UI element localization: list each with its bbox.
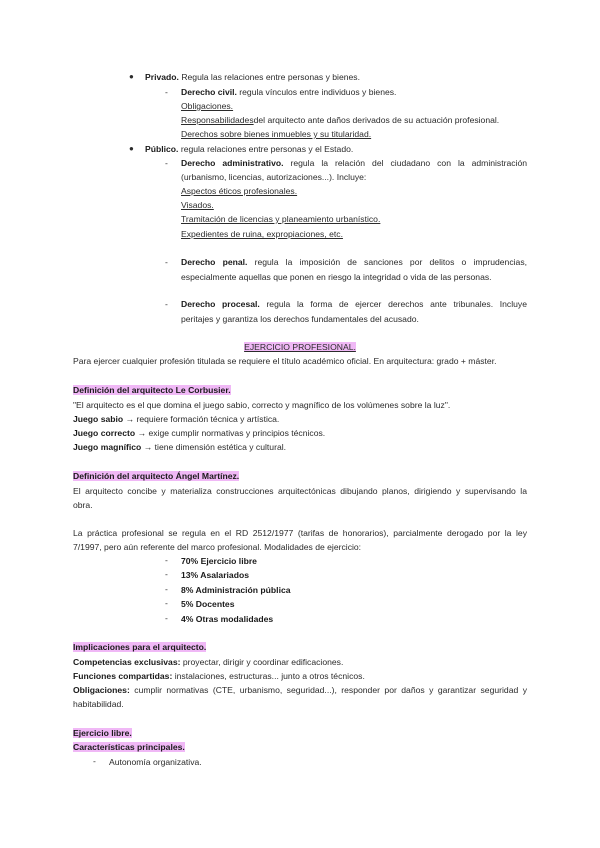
practica-text-2: 7/1997, pero aún referente del marco profesional. Modalidades de ejercicio: [73, 542, 362, 552]
implicaciones-heading-row [73, 641, 206, 653]
publico-line [145, 143, 353, 155]
administrativo-title: Derecho administrativo. [181, 158, 284, 168]
civil-item: Obligaciones. [181, 101, 234, 111]
administrativo-item: Aspectos éticos profesionales. [181, 186, 298, 196]
corbusier-item [73, 441, 286, 453]
procesal-title: Derecho procesal. [181, 299, 260, 309]
corbusier-item-text: → exige cumplir normativas y principios técnicos. [137, 428, 326, 438]
penal-line [181, 256, 527, 268]
corbusier-item-text: → tiene dimensión estética y cultural. [143, 442, 287, 452]
libre-item: Autonomía organizativa. [109, 757, 202, 767]
competencias-line [73, 656, 343, 668]
civil-line [181, 86, 396, 98]
corbusier-item-text: → requiere formación técnica y artística. [125, 414, 280, 424]
penal-title: Derecho penal. [181, 257, 248, 267]
corbusier-heading-row [73, 384, 231, 396]
publico-text: regula relaciones entre personas y el Estado. [180, 144, 354, 154]
privado-title: Privado. [145, 72, 179, 82]
dash-marker: - [93, 756, 96, 766]
administrativo-text-2: (urbanismo, licencias, autorizaciones...). Incluye: [181, 172, 367, 182]
martinez-text-2: obra. [73, 500, 93, 510]
penal-text-2: especialmente aquellas que ponen en riesgo la integridad o vida de las personas. [181, 272, 492, 282]
martinez-text-1: El arquitecto concibe y materializa construcciones arquitectónicas dibujando planos, dirigiendo y supervisando la [73, 486, 527, 496]
libre-subheading: Características principales. [73, 742, 185, 752]
dash-marker: - [165, 613, 168, 623]
competencias-label: Competencias exclusivas: [73, 657, 181, 667]
dash-marker: - [165, 158, 168, 168]
obligaciones-line [73, 684, 527, 696]
section-heading-row [0, 341, 600, 353]
administrativo-item: Expedientes de ruina, expropiaciones, etc. [181, 229, 343, 239]
section-heading: EJERCICIO PROFESIONAL. [244, 342, 356, 352]
libre-heading-row [73, 727, 132, 739]
privado-text: Regula las relaciones entre personas y bienes. [181, 72, 360, 82]
civil-title: Derecho civil. [181, 87, 237, 97]
civil-item [181, 114, 499, 126]
civil-item-rest: del arquitecto ante daños derivados de su actuación profesional. [253, 115, 500, 125]
privado-line [145, 71, 360, 83]
procesal-text-2: peritajes y garantiza los derechos fundamentales del acusado. [181, 314, 419, 324]
civil-item-underlined: Responsabilidades [181, 115, 254, 125]
dash-marker: - [165, 299, 168, 309]
dash-marker: - [165, 555, 168, 565]
dash-marker: - [165, 257, 168, 267]
dash-marker: - [165, 87, 168, 97]
martinez-heading-row [73, 470, 239, 482]
obligaciones-text-2: habitabilidad. [73, 699, 124, 709]
ejercicio-intro: Para ejercer cualquier profesión titulada se requiere el título académico oficial. En arquitectura: grado + máster. [73, 356, 497, 366]
corbusier-item [73, 427, 325, 439]
implicaciones-heading: Implicaciones para el arquitecto. [73, 642, 207, 652]
bullet-icon: ● [129, 72, 134, 81]
procesal-text: regula la forma de ejercer derechos ante tribunales. Incluye [266, 299, 527, 309]
modalidad-item: 70% Ejercicio libre [181, 556, 257, 566]
civil-text: regula vínculos entre individuos y bienes. [239, 87, 397, 97]
funciones-line [73, 670, 365, 682]
administrativo-item: Visados. [181, 200, 214, 210]
corbusier-item-label: Juego magnífico [73, 442, 142, 452]
dash-marker: - [165, 598, 168, 608]
corbusier-item [73, 413, 279, 425]
dash-marker: - [165, 569, 168, 579]
competencias-text: proyectar, dirigir y coordinar edificaciones. [182, 657, 344, 667]
obligaciones-text: cumplir normativas (CTE, urbanismo, seguridad...), responder por daños y garantizar seguridad y [134, 685, 527, 695]
administrativo-item: Tramitación de licencias y planeamiento urbanístico. [181, 214, 381, 224]
practica-text-1: La práctica profesional se regula en el RD 2512/1977 (tarifas de honorarios), parcialmente derogado por la ley [73, 528, 527, 538]
libre-heading: Ejercicio libre. [73, 728, 132, 738]
publico-title: Público. [145, 144, 179, 154]
penal-text: regula la imposición de sanciones por delitos o imprudencias, [254, 257, 528, 267]
corbusier-heading: Definición del arquitecto Le Corbusier. [73, 385, 231, 395]
procesal-line [181, 298, 527, 310]
administrativo-text: regula la relación del ciudadano con la administración [290, 158, 528, 168]
libre-subheading-row [73, 741, 185, 753]
funciones-text: instalaciones, estructuras... junto a otros técnicos. [174, 671, 365, 681]
modalidad-item: 4% Otras modalidades [181, 614, 274, 624]
modalidad-item: 8% Administración pública [181, 585, 291, 595]
modalidad-item: 5% Docentes [181, 599, 235, 609]
corbusier-item-label: Juego sabio [73, 414, 124, 424]
funciones-label: Funciones compartidas: [73, 671, 173, 681]
martinez-heading: Definición del arquitecto Ángel Martínez. [73, 471, 240, 481]
administrativo-line [181, 157, 527, 169]
bullet-icon: ● [129, 144, 134, 153]
civil-item: Derechos sobre bienes inmuebles y su titularidad. [181, 129, 372, 139]
obligaciones-label: Obligaciones: [73, 685, 130, 695]
corbusier-item-label: Juego correcto [73, 428, 136, 438]
modalidad-item: 13% Asalariados [181, 570, 249, 580]
dash-marker: - [165, 584, 168, 594]
corbusier-quote: "El arquitecto es el que domina el juego sabio, correcto y magnífico de los volúmenes sobre la luz". [73, 400, 451, 410]
